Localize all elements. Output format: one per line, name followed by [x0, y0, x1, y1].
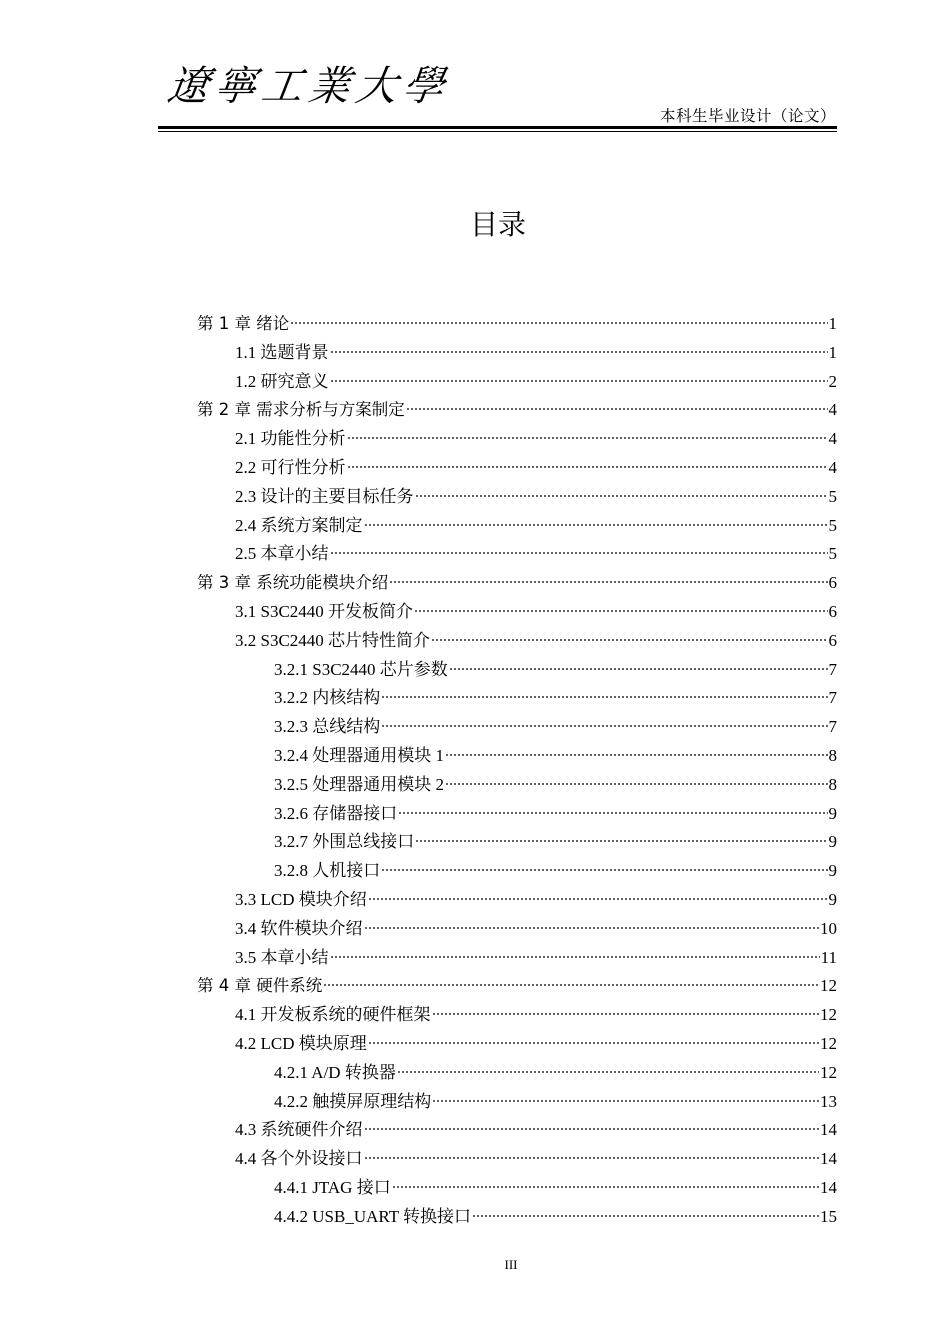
- toc-entry-label: 1.1 选题背景: [235, 342, 329, 362]
- toc-entry-page: 12: [820, 1005, 837, 1025]
- toc-entry-page: 4: [828, 458, 837, 477]
- toc-leader-dots: [415, 840, 827, 842]
- toc-entry[interactable]: [235, 367, 837, 396]
- toc-entry-page: 8: [828, 746, 837, 765]
- toc-leader-dots: [330, 351, 828, 353]
- toc-leader-dots: [364, 1157, 820, 1159]
- header-rule-thick: [158, 126, 837, 129]
- toc-leader-dots: [432, 1013, 820, 1015]
- toc-entry[interactable]: [235, 482, 837, 511]
- toc-leader-dots: [364, 927, 820, 929]
- toc-entry-page: 8: [828, 774, 837, 794]
- toc-entry-page: 15: [820, 1206, 837, 1226]
- toc-entry-page: 5: [828, 544, 837, 564]
- toc-entry-page: 10: [820, 918, 837, 938]
- page-number: III: [504, 1257, 518, 1272]
- toc-entry-label: 3.2.4 处理器通用模块 1: [274, 746, 444, 765]
- toc-leader-dots: [347, 466, 828, 468]
- toc-entry-page: 9: [828, 832, 837, 852]
- toc-entry[interactable]: [235, 511, 837, 540]
- toc-leader-dots: [392, 1186, 819, 1188]
- toc-entry-page: 7: [828, 659, 837, 679]
- toc-leader-dots: [290, 322, 827, 324]
- toc-entry-page: 5: [828, 486, 837, 506]
- toc-leader-dots: [431, 639, 827, 641]
- toc-entry-label: 4.4.1 JTAG 接口: [274, 1178, 391, 1197]
- toc-leader-dots: [364, 524, 828, 526]
- toc-entry-page: 1: [828, 314, 837, 333]
- toc-leader-dots: [364, 1128, 820, 1130]
- toc-leader-dots: [445, 783, 828, 785]
- toc-entry-label: 4.2.2 触摸屏原理结构: [274, 1091, 432, 1111]
- toc-entry[interactable]: [235, 539, 837, 568]
- toc-entry[interactable]: [274, 1058, 837, 1087]
- toc-entry[interactable]: [235, 338, 837, 367]
- toc-leader-dots: [415, 495, 828, 497]
- toc-entry-label: 第 3 章 系统功能模块介绍: [197, 573, 389, 593]
- toc-entry-page: 14: [820, 1178, 837, 1197]
- toc-entry-page: 12: [820, 1034, 837, 1053]
- toc-entry[interactable]: [235, 914, 837, 943]
- toc-entry-label: 2.3 设计的主要目标任务: [235, 486, 414, 506]
- toc-entry-label: 2.2 可行性分析: [235, 458, 346, 477]
- toc-entry-page: 9: [828, 890, 837, 909]
- toc-entry-page: 6: [828, 602, 837, 621]
- toc-entry-label: 3.2.3 总线结构: [274, 717, 381, 737]
- toc-entry-label: 3.3 LCD 模块介绍: [235, 890, 367, 909]
- toc-entry-page: 4: [828, 400, 837, 420]
- toc-entry-page: 7: [828, 717, 837, 737]
- toc-entry[interactable]: [235, 1115, 837, 1144]
- toc-leader-dots: [381, 696, 827, 698]
- toc-entry-label: 3.1 S3C2440 开发板简介: [235, 602, 414, 621]
- toc-entry-label: 3.2.6 存储器接口: [274, 803, 398, 823]
- toc-entry[interactable]: [235, 453, 837, 482]
- toc-entry-label: 3.4 软件模块介绍: [235, 918, 363, 938]
- document-type-label: 本科生毕业设计（论文）: [659, 108, 836, 125]
- toc-entry-page: 9: [828, 803, 837, 823]
- toc-leader-dots: [381, 725, 827, 727]
- toc-entry-label: 4.4 各个外设接口: [235, 1149, 363, 1169]
- toc-entry[interactable]: [274, 1087, 837, 1116]
- toc-entry-label: 2.5 本章小结: [235, 544, 329, 564]
- toc-entry[interactable]: [274, 741, 837, 770]
- toc-leader-dots: [414, 610, 827, 612]
- toc-leader-dots: [381, 869, 827, 871]
- toc-entry-label: 4.2 LCD 模块原理: [235, 1034, 367, 1053]
- toc-entry-page: 1: [828, 342, 837, 362]
- toc-entry-page: 4: [828, 429, 837, 449]
- toc-entry[interactable]: [235, 943, 837, 972]
- toc-entry-page: 12: [820, 976, 837, 996]
- toc-entry-page: 12: [820, 1062, 837, 1082]
- university-logo: 遼寧工業大學: [164, 62, 454, 110]
- page-title: 目录: [469, 208, 526, 241]
- toc-entry-label: 3.2.7 外围总线接口: [274, 832, 415, 852]
- toc-entry-page: 11: [820, 947, 837, 967]
- toc-entry-label: 第 1 章 绪论: [197, 314, 290, 333]
- toc-leader-dots: [368, 1042, 819, 1044]
- toc-leader-dots: [330, 380, 828, 382]
- toc-entry-page: 5: [828, 515, 837, 535]
- toc-entry-page: 7: [828, 688, 837, 708]
- toc-entry-page: 2: [828, 371, 837, 391]
- toc-leader-dots: [472, 1215, 819, 1217]
- toc-entry[interactable]: [197, 395, 837, 424]
- toc-leader-dots: [330, 956, 820, 958]
- toc-entry[interactable]: [197, 971, 837, 1000]
- header-rule-thin: [158, 131, 837, 132]
- toc-entry-label: 3.2 S3C2440 芯片特性简介: [235, 630, 431, 650]
- toc-entry-label: 1.2 研究意义: [235, 371, 329, 391]
- toc-entry[interactable]: [235, 1144, 837, 1173]
- toc-entry-label: 3.2.2 内核结构: [274, 688, 381, 708]
- toc-entry-label: 2.4 系统方案制定: [235, 515, 363, 535]
- toc-entry[interactable]: [235, 597, 837, 626]
- toc-leader-dots: [406, 408, 828, 410]
- toc-entry-label: 4.3 系统硬件介绍: [235, 1120, 363, 1140]
- toc-entry[interactable]: [274, 655, 837, 684]
- toc-entry-label: 3.2.1 S3C2440 芯片参数: [274, 659, 448, 679]
- toc-entry-label: 3.2.8 人机接口: [274, 861, 381, 881]
- toc-entry[interactable]: [274, 1173, 837, 1202]
- toc-entry-page: 14: [820, 1149, 837, 1169]
- toc-entry-page: 14: [820, 1120, 837, 1140]
- toc-entry[interactable]: [235, 626, 837, 655]
- toc-entry[interactable]: [197, 309, 837, 338]
- toc-entry-label: 4.4.2 USB_UART 转换接口: [274, 1206, 472, 1226]
- toc-leader-dots: [445, 754, 828, 756]
- toc-entry-page: 6: [828, 573, 837, 593]
- toc-entry[interactable]: [235, 885, 837, 914]
- toc-entry[interactable]: [235, 424, 837, 453]
- toc-leader-dots: [432, 1100, 819, 1102]
- toc-entry-label: 3.5 本章小结: [235, 947, 329, 967]
- toc-entry[interactable]: [274, 712, 837, 741]
- toc-entry-label: 第 4 章 硬件系统: [197, 976, 323, 996]
- toc-leader-dots: [347, 437, 828, 439]
- toc-entry-page: 9: [828, 861, 837, 881]
- toc-entry-label: 3.2.5 处理器通用模块 2: [274, 774, 444, 794]
- toc-entry[interactable]: [235, 1000, 837, 1029]
- toc-entry-label: 4.1 开发板系统的硬件框架: [235, 1005, 431, 1025]
- toc-entry[interactable]: [274, 827, 837, 856]
- toc-entry[interactable]: [274, 799, 837, 828]
- toc-entry-label: 第 2 章 需求分析与方案制定: [197, 400, 405, 420]
- toc-entry-page: 13: [820, 1091, 837, 1111]
- toc-leader-dots: [323, 984, 819, 986]
- toc-entry[interactable]: [274, 683, 837, 712]
- toc-leader-dots: [330, 552, 828, 554]
- toc-leader-dots: [389, 581, 827, 583]
- toc-entry-page: 6: [828, 630, 837, 650]
- toc-entry[interactable]: [274, 770, 837, 799]
- toc-entry[interactable]: [197, 568, 837, 597]
- toc-leader-dots: [368, 898, 828, 900]
- toc-entry[interactable]: [274, 856, 837, 885]
- toc-leader-dots: [398, 812, 827, 814]
- toc-leader-dots: [449, 668, 828, 670]
- toc-entry[interactable]: [235, 1029, 837, 1058]
- toc-entry-label: 4.2.1 A/D 转换器: [274, 1062, 396, 1082]
- toc-entry-label: 2.1 功能性分析: [235, 429, 346, 449]
- toc-entry[interactable]: [274, 1202, 837, 1231]
- toc-leader-dots: [397, 1071, 819, 1073]
